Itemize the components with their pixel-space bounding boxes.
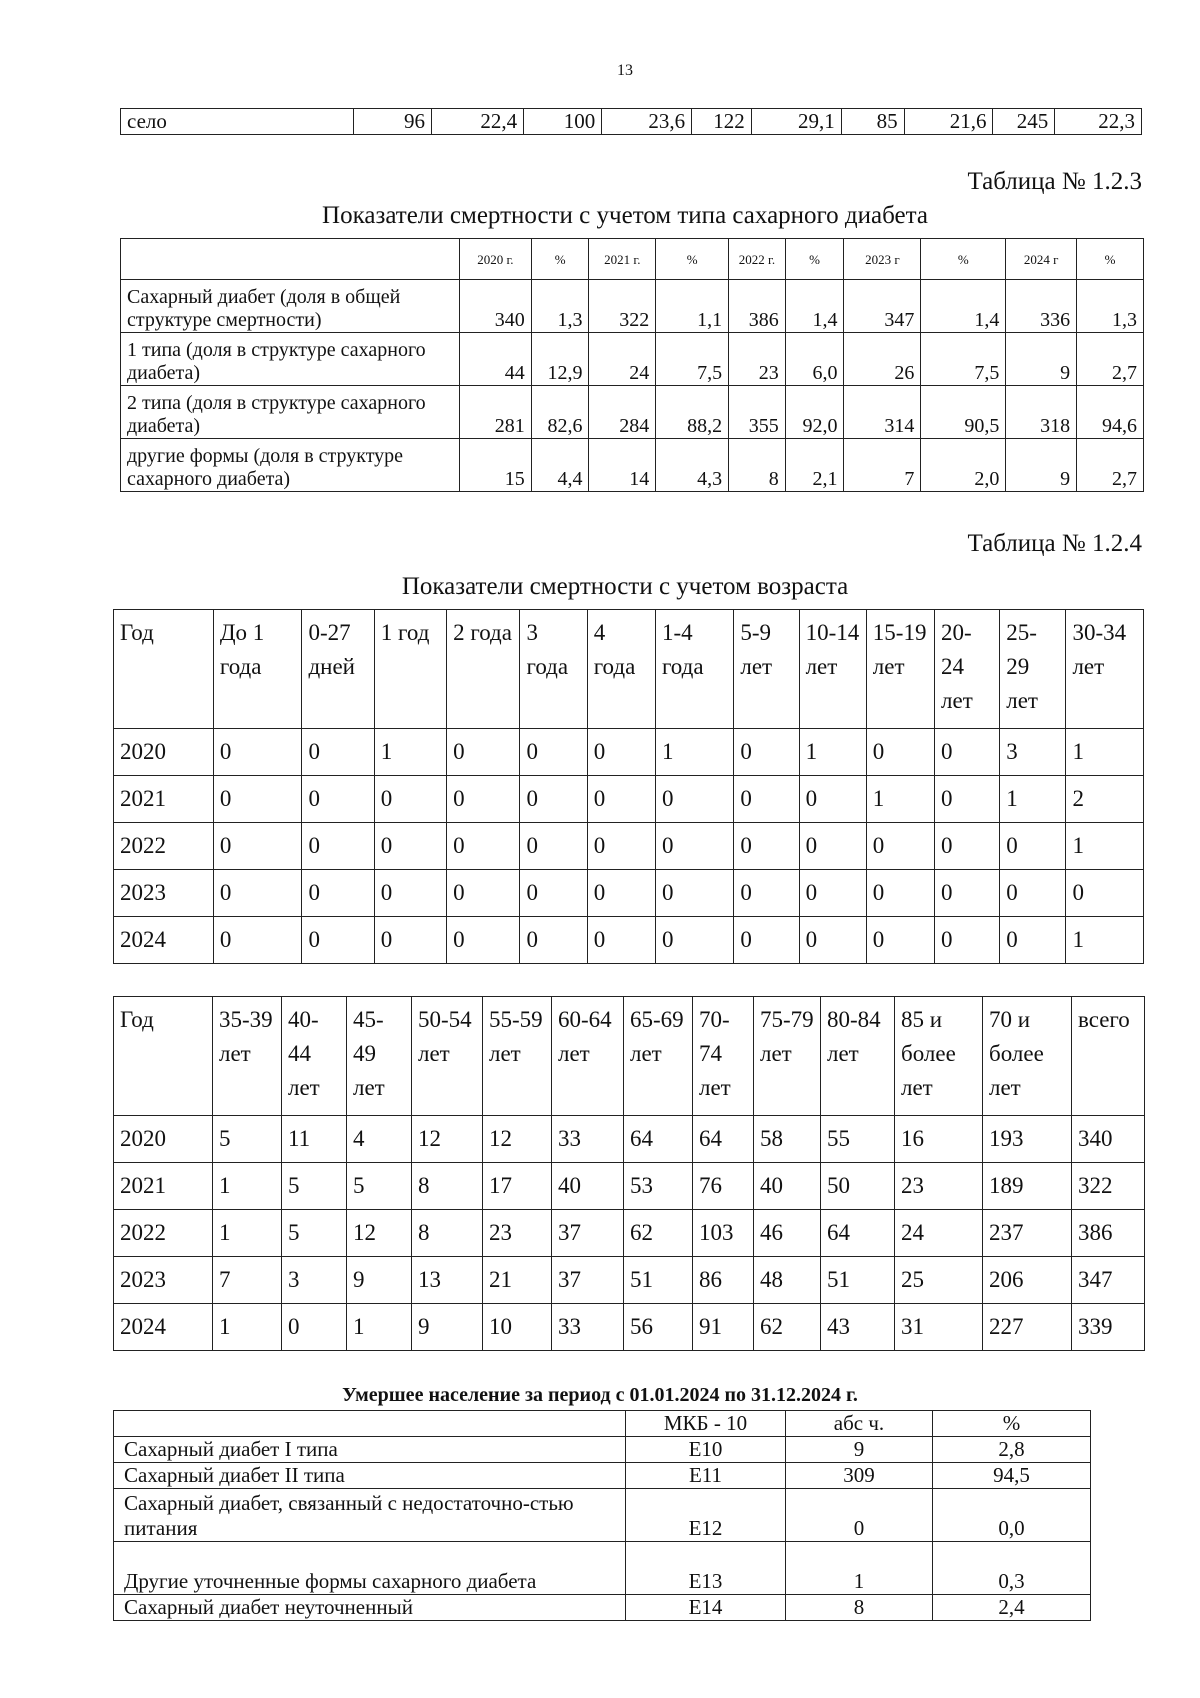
table-cell: 0 <box>520 729 587 776</box>
table-cell: 0 <box>213 870 302 917</box>
table-cell: 0 <box>447 870 520 917</box>
table-cell: 8 <box>412 1163 483 1210</box>
table-row <box>121 280 1144 333</box>
table-cell: 0 <box>734 729 799 776</box>
age-mortality-table-part2 <box>113 996 1145 1351</box>
table-header-cell: % <box>785 239 844 280</box>
table-cell: 1,3 <box>1077 280 1144 333</box>
table-cell: 0 <box>734 870 799 917</box>
table-header-cell: 2022 г. <box>729 239 786 280</box>
table-cell: 0 <box>655 776 733 823</box>
table-cell: 2020 <box>114 1116 213 1163</box>
table-cell: Е11 <box>626 1463 786 1489</box>
table-cell: Сахарный диабет неуточненный <box>114 1595 626 1621</box>
table-cell: 0 <box>520 917 587 964</box>
table-cell: 1 <box>799 729 866 776</box>
table-cell: 96 <box>354 109 432 135</box>
table-cell: 8 <box>412 1210 483 1257</box>
table-cell: 0 <box>935 729 1000 776</box>
table-cell: 64 <box>624 1116 693 1163</box>
table-cell: 0 <box>302 917 374 964</box>
table-header-row <box>114 610 1144 729</box>
table-cell: 2021 <box>114 1163 213 1210</box>
table-cell: 25-29 лет <box>1000 610 1066 729</box>
table-cell: 14 <box>589 439 656 492</box>
table-cell: 65-69 лет <box>624 997 693 1116</box>
table-row <box>114 1116 1145 1163</box>
table-header-cell: 2021 г. <box>589 239 656 280</box>
table-cell: 1,4 <box>921 280 1006 333</box>
table-cell: 0-27 дней <box>302 610 374 729</box>
table-cell: 2023 <box>114 870 214 917</box>
table-cell: 33 <box>552 1304 624 1351</box>
table-cell: 88,2 <box>656 386 729 439</box>
table-cell: 2024 <box>114 1304 213 1351</box>
table-cell: 86 <box>693 1257 754 1304</box>
table-cell: 0 <box>587 729 655 776</box>
table-cell: 3 года <box>520 610 587 729</box>
table-cell: 6,0 <box>785 333 844 386</box>
table-cell: 0 <box>587 776 655 823</box>
table-row <box>114 1437 1091 1463</box>
table-cell: 2,7 <box>1077 439 1144 492</box>
table-cell <box>114 1411 626 1437</box>
table-row <box>114 870 1144 917</box>
table-cell: 13 <box>412 1257 483 1304</box>
table-cell: 0,3 <box>933 1542 1091 1595</box>
table-cell: 0 <box>447 776 520 823</box>
table-cell: 70-74 лет <box>693 997 754 1116</box>
table-cell: 386 <box>1072 1210 1145 1257</box>
table-cell: 4,3 <box>656 439 729 492</box>
table-cell: Сахарный диабет (доля в общей структуре смертности) <box>121 280 460 333</box>
table-cell: 7 <box>213 1257 282 1304</box>
table-cell: 347 <box>1072 1257 1145 1304</box>
table-cell: 0,0 <box>933 1489 1091 1542</box>
table-cell: 9 <box>412 1304 483 1351</box>
table-cell: Сахарный диабет, связанный с недостаточно-стью питания <box>114 1489 626 1542</box>
table-number: Таблица № 1.2.4 <box>967 530 1142 557</box>
table-cell: 0 <box>1000 917 1066 964</box>
table-cell: 11 <box>282 1116 347 1163</box>
table-cell: 51 <box>624 1257 693 1304</box>
age-mortality-table-part1 <box>113 609 1144 964</box>
table-cell: 55 <box>821 1116 895 1163</box>
table-cell: 24 <box>895 1210 983 1257</box>
table-cell: 347 <box>844 280 921 333</box>
table-cell: 31 <box>895 1304 983 1351</box>
table-cell: 2,0 <box>921 439 1006 492</box>
table-header-cell: % <box>1077 239 1144 280</box>
table-cell: 5-9 лет <box>734 610 799 729</box>
table-cell: 0 <box>799 917 866 964</box>
table-cell: 122 <box>692 109 752 135</box>
table-cell: 22,4 <box>432 109 524 135</box>
table-title: Показатели смертности с учетом типа сахарного диабета <box>322 202 928 229</box>
table-cell: 0 <box>1000 823 1066 870</box>
table-header-cell: 2024 г <box>1006 239 1077 280</box>
table-cell: Е10 <box>626 1437 786 1463</box>
table-cell: Сахарный диабет II типа <box>114 1463 626 1489</box>
table-cell: 0 <box>935 870 1000 917</box>
table-cell: 284 <box>589 386 656 439</box>
table-cell: 15 <box>459 439 531 492</box>
table-cell: 0 <box>587 823 655 870</box>
table-cell: До 1 года <box>213 610 302 729</box>
table-cell: 340 <box>1072 1116 1145 1163</box>
table-cell: 0 <box>1000 870 1066 917</box>
table-cell: 2,4 <box>933 1595 1091 1621</box>
table-cell: 1 <box>213 1304 282 1351</box>
table-row <box>121 109 1142 135</box>
table-header-cell: 2023 г <box>844 239 921 280</box>
table-cell: 7,5 <box>656 333 729 386</box>
table-cell: 0 <box>866 870 934 917</box>
table-cell: 40-44 лет <box>282 997 347 1116</box>
table-cell: 0 <box>213 776 302 823</box>
table-cell: 322 <box>589 280 656 333</box>
table-row <box>114 1210 1145 1257</box>
table-cell: 9 <box>786 1437 933 1463</box>
table-cell: 5 <box>347 1163 412 1210</box>
table-cell: 2,8 <box>933 1437 1091 1463</box>
table-cell: 0 <box>935 917 1000 964</box>
table-header-cell: % <box>656 239 729 280</box>
table-cell: 1 год <box>374 610 446 729</box>
table-cell: 4,4 <box>531 439 589 492</box>
table-cell: 0 <box>213 823 302 870</box>
table-header-cell: % <box>921 239 1006 280</box>
table-cell: 23 <box>729 333 786 386</box>
table-cell: 189 <box>983 1163 1072 1210</box>
table-cell: 23,6 <box>602 109 692 135</box>
table-cell: 21 <box>483 1257 552 1304</box>
table-cell: 1 типа (доля в структуре сахарного диабета) <box>121 333 460 386</box>
table-cell: 0 <box>799 776 866 823</box>
table-cell: Е12 <box>626 1489 786 1542</box>
table-cell: 56 <box>624 1304 693 1351</box>
table-cell: 50-54 лет <box>412 997 483 1116</box>
diabetes-type-mortality-table <box>120 238 1144 492</box>
table-cell: 9 <box>347 1257 412 1304</box>
table-cell: 24 <box>589 333 656 386</box>
table-cell: 1 <box>1066 917 1144 964</box>
table-cell: Другие уточненные формы сахарного диабета <box>114 1542 626 1595</box>
table-cell: 44 <box>459 333 531 386</box>
table-cell: 245 <box>993 109 1055 135</box>
table-cell: 0 <box>374 823 446 870</box>
table-cell: 0 <box>734 917 799 964</box>
table-cell: 0 <box>447 729 520 776</box>
table-cell: 1 <box>1066 729 1144 776</box>
table-row <box>114 1595 1091 1621</box>
table-cell: другие формы (доля в структуре сахарного диабета) <box>121 439 460 492</box>
table-cell: 1,1 <box>656 280 729 333</box>
table-cell: 7 <box>844 439 921 492</box>
table-cell: 0 <box>799 823 866 870</box>
table-row <box>121 333 1144 386</box>
table-cell: 206 <box>983 1257 1072 1304</box>
table-cell: 62 <box>754 1304 821 1351</box>
table-cell: 12 <box>483 1116 552 1163</box>
table-cell: 12,9 <box>531 333 589 386</box>
table-cell: 1 <box>655 729 733 776</box>
table-cell: 318 <box>1006 386 1077 439</box>
table-cell: 26 <box>844 333 921 386</box>
table-cell: 2 года <box>447 610 520 729</box>
table-cell: 2 типа (доля в структуре сахарного диабета) <box>121 386 460 439</box>
table-cell: 92,0 <box>785 386 844 439</box>
table-cell: 2023 <box>114 1257 213 1304</box>
table-header-row <box>121 239 1144 280</box>
table-cell: 48 <box>754 1257 821 1304</box>
table-cell: 51 <box>821 1257 895 1304</box>
table-cell: 40 <box>552 1163 624 1210</box>
table-cell: 10-14 лет <box>799 610 866 729</box>
table-cell: 1-4 года <box>655 610 733 729</box>
table-cell: 336 <box>1006 280 1077 333</box>
table-cell: 15-19 лет <box>866 610 934 729</box>
deceased-table-title: Умершее население за период с 01.01.2024 по 31.12.2024 г. <box>342 1384 858 1406</box>
table-cell: 17 <box>483 1163 552 1210</box>
table-cell: 0 <box>935 776 1000 823</box>
table-cell: % <box>933 1411 1091 1437</box>
table-cell: 1 <box>213 1163 282 1210</box>
table-cell: 85 <box>841 109 904 135</box>
table-cell: 5 <box>282 1163 347 1210</box>
table-cell: 5 <box>213 1116 282 1163</box>
table-cell: 0 <box>302 823 374 870</box>
table-cell: 0 <box>302 729 374 776</box>
table-cell: 0 <box>302 776 374 823</box>
table-cell: 0 <box>213 729 302 776</box>
table-cell: всего <box>1072 997 1145 1116</box>
table-cell: 339 <box>1072 1304 1145 1351</box>
table-cell: 1 <box>1066 823 1144 870</box>
table-cell: 35-39 лет <box>213 997 282 1116</box>
table-cell: Год <box>114 997 213 1116</box>
table-cell: 3 <box>1000 729 1066 776</box>
table-cell: 0 <box>374 776 446 823</box>
table-cell: 0 <box>935 823 1000 870</box>
table-cell: 0 <box>302 870 374 917</box>
table-cell: 80-84 лет <box>821 997 895 1116</box>
table-cell: 1 <box>213 1210 282 1257</box>
table-cell: 0 <box>655 823 733 870</box>
table-cell: 0 <box>866 729 934 776</box>
table-cell: село <box>121 109 354 135</box>
table-cell: 33 <box>552 1116 624 1163</box>
table-cell: 45-49 лет <box>347 997 412 1116</box>
table-row <box>114 1163 1145 1210</box>
table-cell: 23 <box>895 1163 983 1210</box>
table-cell: 340 <box>459 280 531 333</box>
table-cell: 9 <box>1006 439 1077 492</box>
table-row <box>114 1257 1145 1304</box>
table-cell: 20-24 лет <box>935 610 1000 729</box>
table-row <box>121 439 1144 492</box>
table-cell: 10 <box>483 1304 552 1351</box>
table-cell: абс ч. <box>786 1411 933 1437</box>
table-cell: 50 <box>821 1163 895 1210</box>
deceased-icd-table <box>113 1410 1091 1621</box>
table-cell: 1 <box>786 1542 933 1595</box>
table-cell: 0 <box>520 776 587 823</box>
table-header-cell: % <box>531 239 589 280</box>
table-header-row <box>114 997 1145 1116</box>
table-cell: 43 <box>821 1304 895 1351</box>
table-cell: 55-59 лет <box>483 997 552 1116</box>
table-row <box>114 917 1144 964</box>
table-cell: 46 <box>754 1210 821 1257</box>
table-cell: 12 <box>412 1116 483 1163</box>
table-cell: 30-34 лет <box>1066 610 1144 729</box>
table-row <box>121 386 1144 439</box>
table-cell: 82,6 <box>531 386 589 439</box>
table-cell: 75-79 лет <box>754 997 821 1116</box>
table-header-row <box>114 1411 1091 1437</box>
table-cell: 0 <box>587 917 655 964</box>
table-cell: 4 года <box>587 610 655 729</box>
table-cell: 355 <box>729 386 786 439</box>
table-cell: 1 <box>866 776 934 823</box>
table-row <box>114 823 1144 870</box>
table-cell: 281 <box>459 386 531 439</box>
table-cell: 1,4 <box>785 280 844 333</box>
table-cell: 5 <box>282 1210 347 1257</box>
table-cell: 227 <box>983 1304 1072 1351</box>
table-cell: 4 <box>347 1116 412 1163</box>
continuation-table <box>120 108 1142 135</box>
table-cell: 37 <box>552 1210 624 1257</box>
table-row <box>114 729 1144 776</box>
table-cell: 0 <box>655 917 733 964</box>
table-cell: 2020 <box>114 729 214 776</box>
table-cell: 1 <box>347 1304 412 1351</box>
table-cell: 0 <box>786 1489 933 1542</box>
table-cell: 322 <box>1072 1163 1145 1210</box>
table-cell: 0 <box>734 823 799 870</box>
table-cell: Сахарный диабет I типа <box>114 1437 626 1463</box>
table-cell: 21,6 <box>904 109 993 135</box>
table-cell: 37 <box>552 1257 624 1304</box>
table-cell: 25 <box>895 1257 983 1304</box>
table-cell: 94,5 <box>933 1463 1091 1489</box>
table-cell: Е14 <box>626 1595 786 1621</box>
table-cell: 23 <box>483 1210 552 1257</box>
table-cell: 2 <box>1066 776 1144 823</box>
table-row <box>114 1463 1091 1489</box>
table-cell: 85 и более лет <box>895 997 983 1116</box>
table-cell: 22,3 <box>1055 109 1142 135</box>
table-cell: 29,1 <box>751 109 841 135</box>
table-cell: 60-64 лет <box>552 997 624 1116</box>
table-row <box>114 1304 1145 1351</box>
table-title: Показатели смертности с учетом возраста <box>401 573 849 600</box>
table-cell: 76 <box>693 1163 754 1210</box>
table-cell: 2022 <box>114 1210 213 1257</box>
table-cell: 64 <box>821 1210 895 1257</box>
table-cell: 64 <box>693 1116 754 1163</box>
table-cell: 8 <box>729 439 786 492</box>
table-cell: 2022 <box>114 823 214 870</box>
table-cell: 8 <box>786 1595 933 1621</box>
table-cell: 16 <box>895 1116 983 1163</box>
table-header-cell: 2020 г. <box>459 239 531 280</box>
table-cell: 0 <box>520 823 587 870</box>
table-cell: 12 <box>347 1210 412 1257</box>
table-row <box>114 1542 1091 1595</box>
table-cell: 0 <box>447 917 520 964</box>
table-cell: 94,6 <box>1077 386 1144 439</box>
table-cell: Год <box>114 610 214 729</box>
table-cell: 0 <box>282 1304 347 1351</box>
table-row <box>114 776 1144 823</box>
table-cell: 0 <box>213 917 302 964</box>
page-number: 13 <box>617 62 633 79</box>
table-cell: 1 <box>374 729 446 776</box>
table-cell: 53 <box>624 1163 693 1210</box>
table-cell: 40 <box>754 1163 821 1210</box>
table-cell: 9 <box>1006 333 1077 386</box>
table-cell: 386 <box>729 280 786 333</box>
table-cell: 0 <box>799 870 866 917</box>
table-cell: 7,5 <box>921 333 1006 386</box>
table-cell: 90,5 <box>921 386 1006 439</box>
table-header-cell <box>121 239 460 280</box>
table-cell: 1 <box>1000 776 1066 823</box>
table-cell: 2021 <box>114 776 214 823</box>
table-number: Таблица № 1.2.3 <box>967 168 1142 195</box>
table-cell: Е13 <box>626 1542 786 1595</box>
table-cell: 100 <box>524 109 602 135</box>
table-cell: 1,3 <box>531 280 589 333</box>
table-cell: 0 <box>866 823 934 870</box>
table-cell: 2,1 <box>785 439 844 492</box>
table-cell: 70 и более лет <box>983 997 1072 1116</box>
table-cell: 3 <box>282 1257 347 1304</box>
table-cell: 2,7 <box>1077 333 1144 386</box>
table-cell: 58 <box>754 1116 821 1163</box>
table-cell: 0 <box>447 823 520 870</box>
table-cell: 0 <box>866 917 934 964</box>
table-cell: 0 <box>734 776 799 823</box>
table-cell: 2024 <box>114 917 214 964</box>
table-cell: МКБ - 10 <box>626 1411 786 1437</box>
table-cell: 91 <box>693 1304 754 1351</box>
table-cell: 0 <box>520 870 587 917</box>
table-cell: 0 <box>374 917 446 964</box>
table-cell: 314 <box>844 386 921 439</box>
table-cell: 193 <box>983 1116 1072 1163</box>
table-cell: 237 <box>983 1210 1072 1257</box>
table-cell: 62 <box>624 1210 693 1257</box>
table-cell: 0 <box>587 870 655 917</box>
table-cell: 0 <box>374 870 446 917</box>
table-cell: 103 <box>693 1210 754 1257</box>
table-row <box>114 1489 1091 1542</box>
table-cell: 0 <box>655 870 733 917</box>
table-cell: 0 <box>1066 870 1144 917</box>
table-cell: 309 <box>786 1463 933 1489</box>
